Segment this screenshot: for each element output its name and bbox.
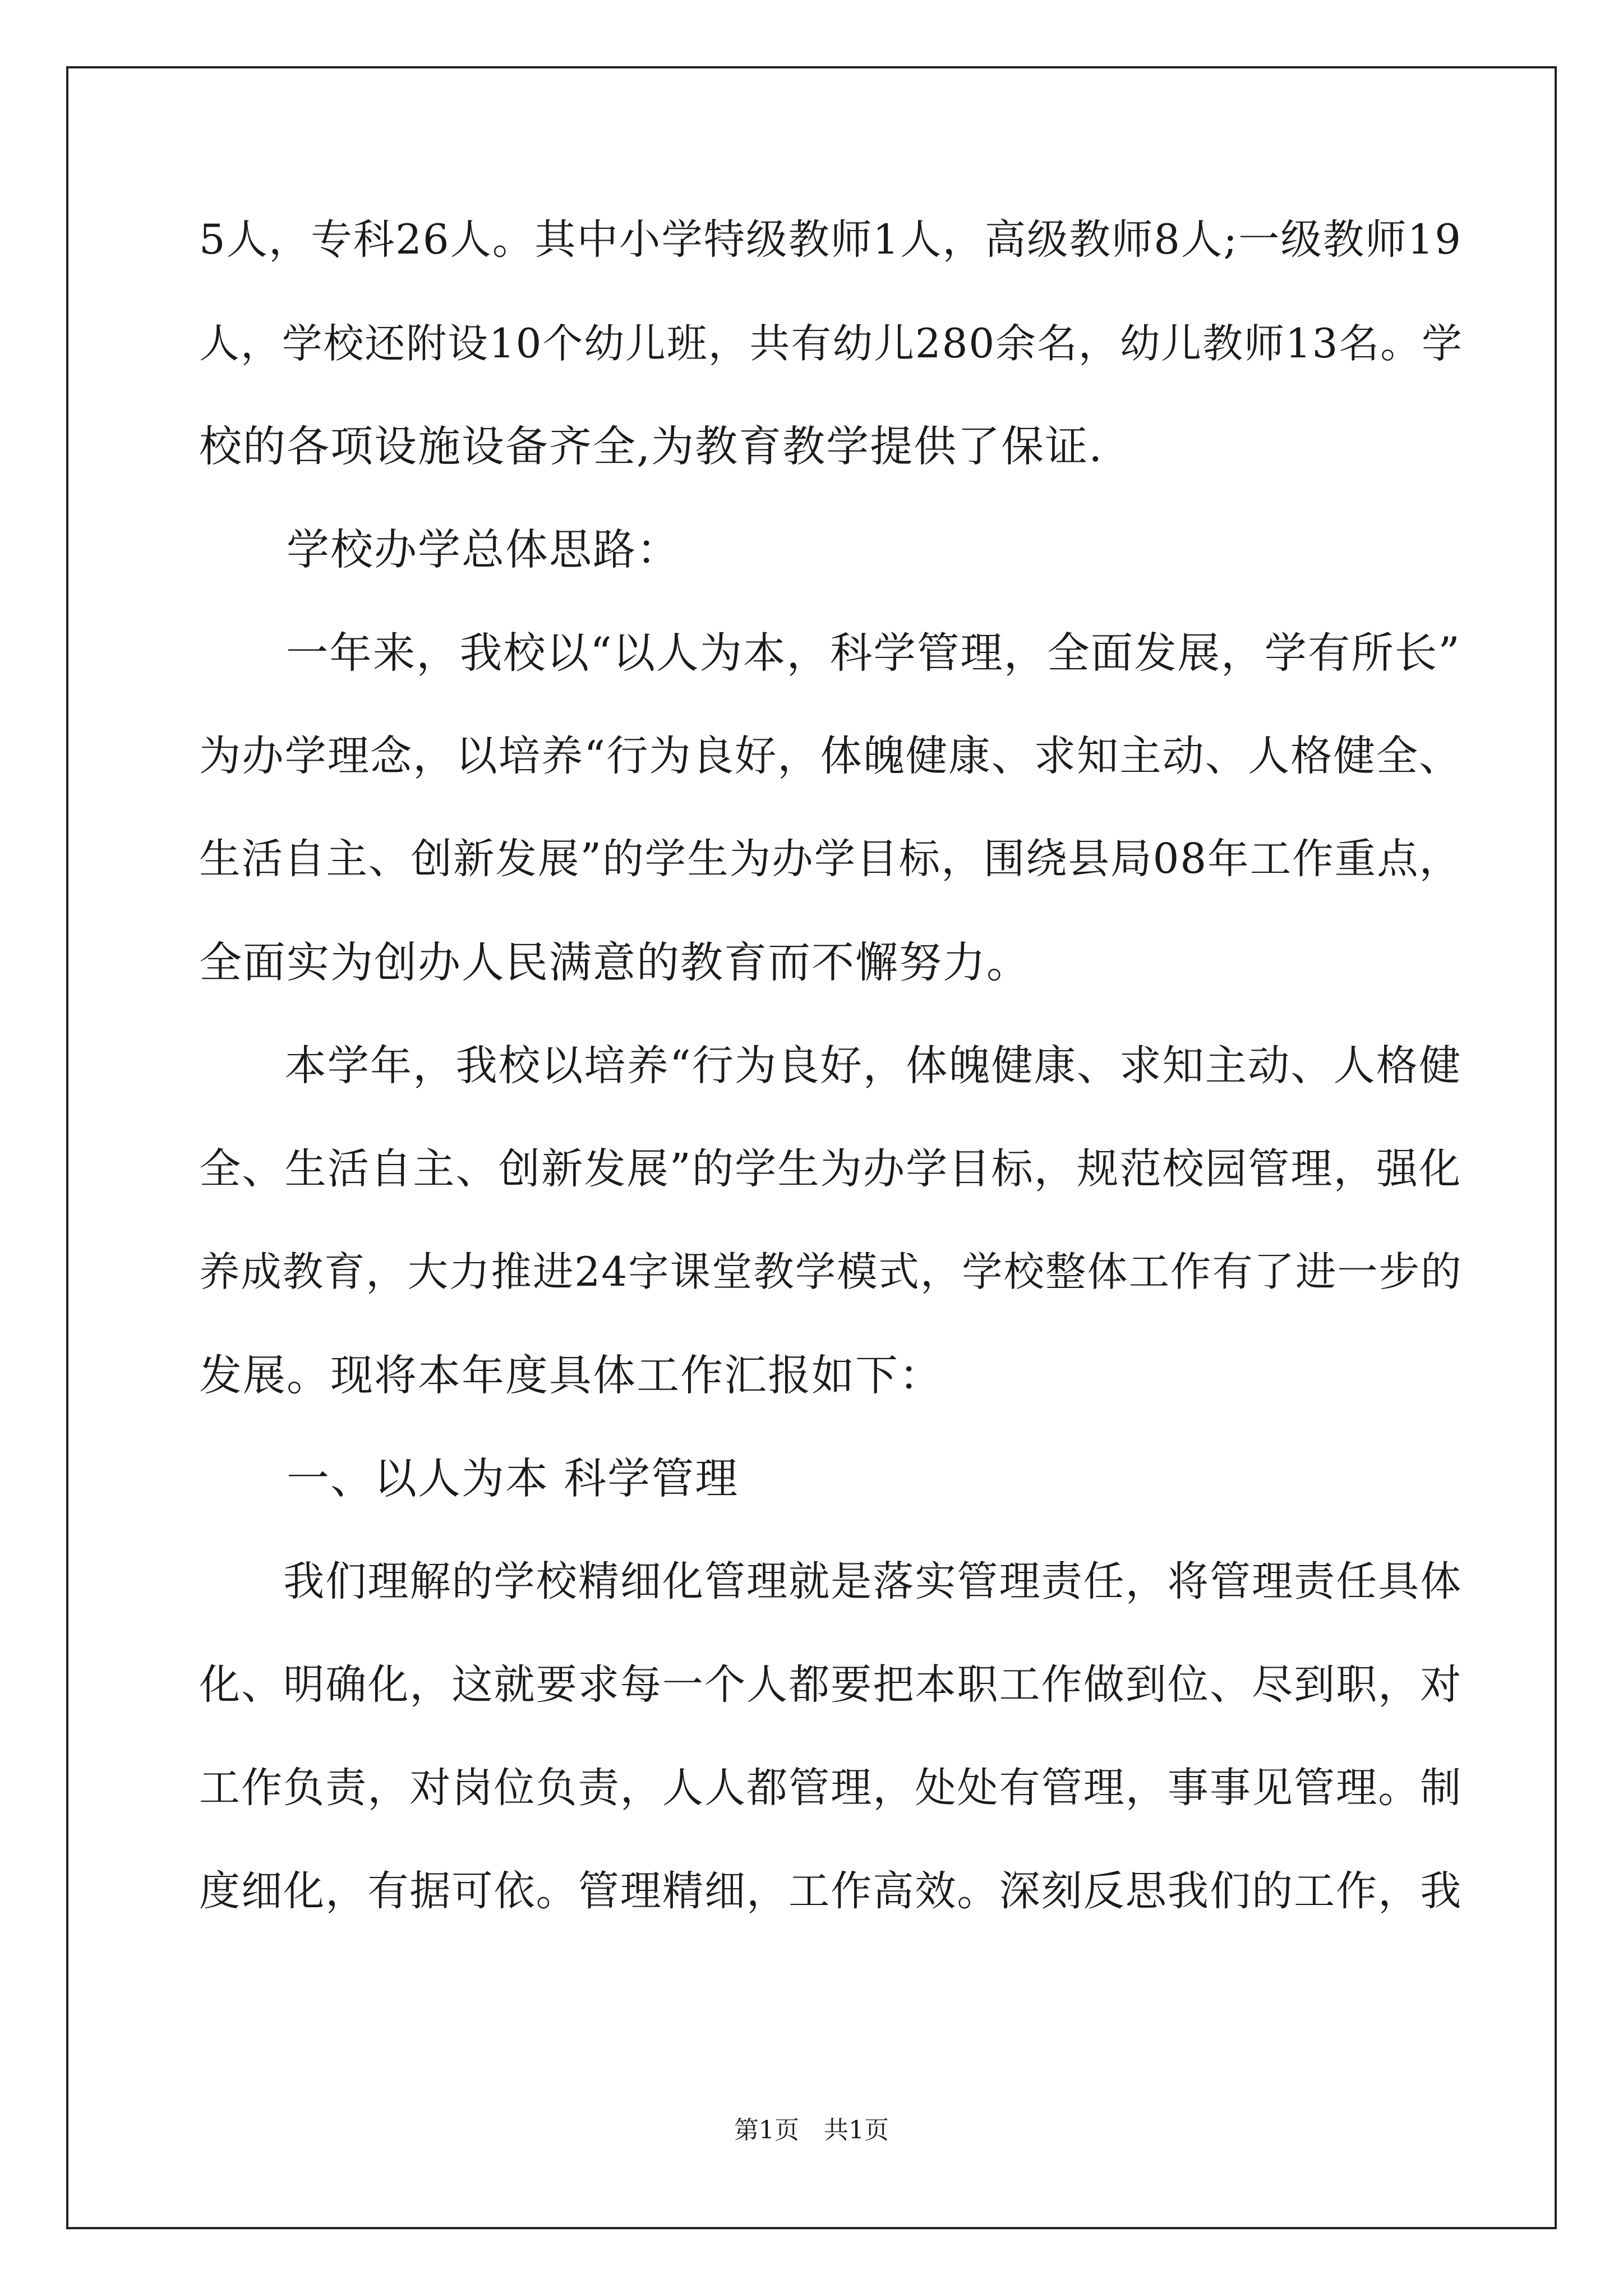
text-line: 度细化，有据可依。管理精细，工作高效。深刻反思我们的工作，我 [199,1867,1463,1915]
text-line: 化、明确化，这就要求每一个人都要把本职工作做到位、尽到职，对 [199,1661,1463,1709]
text-line: 为办学理念，以培养“行为良好，体魄健康、求知主动、人格健全、 [199,731,1462,780]
text-line: 工作负责，对岗位负责，人人都管理，处处有管理，事事见管理。制 [199,1764,1463,1812]
text-line: 发展。现将本年度具体工作汇报如下： [199,1350,943,1400]
section-heading: 学校办学总体思路： [199,524,680,574]
text-line: 生活自主、创新发展”的学生为办学目标，围绕县局08年工作重点， [199,835,1462,883]
text-line: 全、生活自主、创新发展”的学生为办学目标，规范校园管理，强化 [199,1144,1462,1193]
section-heading: 一、以人为本 科学管理 [199,1453,739,1503]
text-line: 5人，专科26人。其中小学特级教师1人，高级教师8人;一级教师19 [199,216,1462,264]
page-number-footer: 第1页 共1页 [734,2116,889,2145]
text-line: 人，学校还附设10个幼儿班，共有幼儿280余名，幼儿教师13名。学 [199,320,1463,367]
text-line: 本学年，我校以培养“行为良好，体魄健康、求知主动、人格健 [199,1041,1462,1090]
text-line: 全面实为创办人民满意的教育而不懈努力。 [199,937,1030,987]
text-line: 校的各项设施设备齐全,为教育教学提供了保证. [199,421,1104,471]
text-line: 养成教育，大力推进24字课堂教学模式，学校整体工作有了进一步的 [199,1249,1463,1296]
text-line: 我们理解的学校精细化管理就是落实管理责任，将管理责任具体 [199,1558,1463,1605]
text-line: 一年来，我校以“以人为本，科学管理，全面发展，学有所长” [199,628,1461,678]
